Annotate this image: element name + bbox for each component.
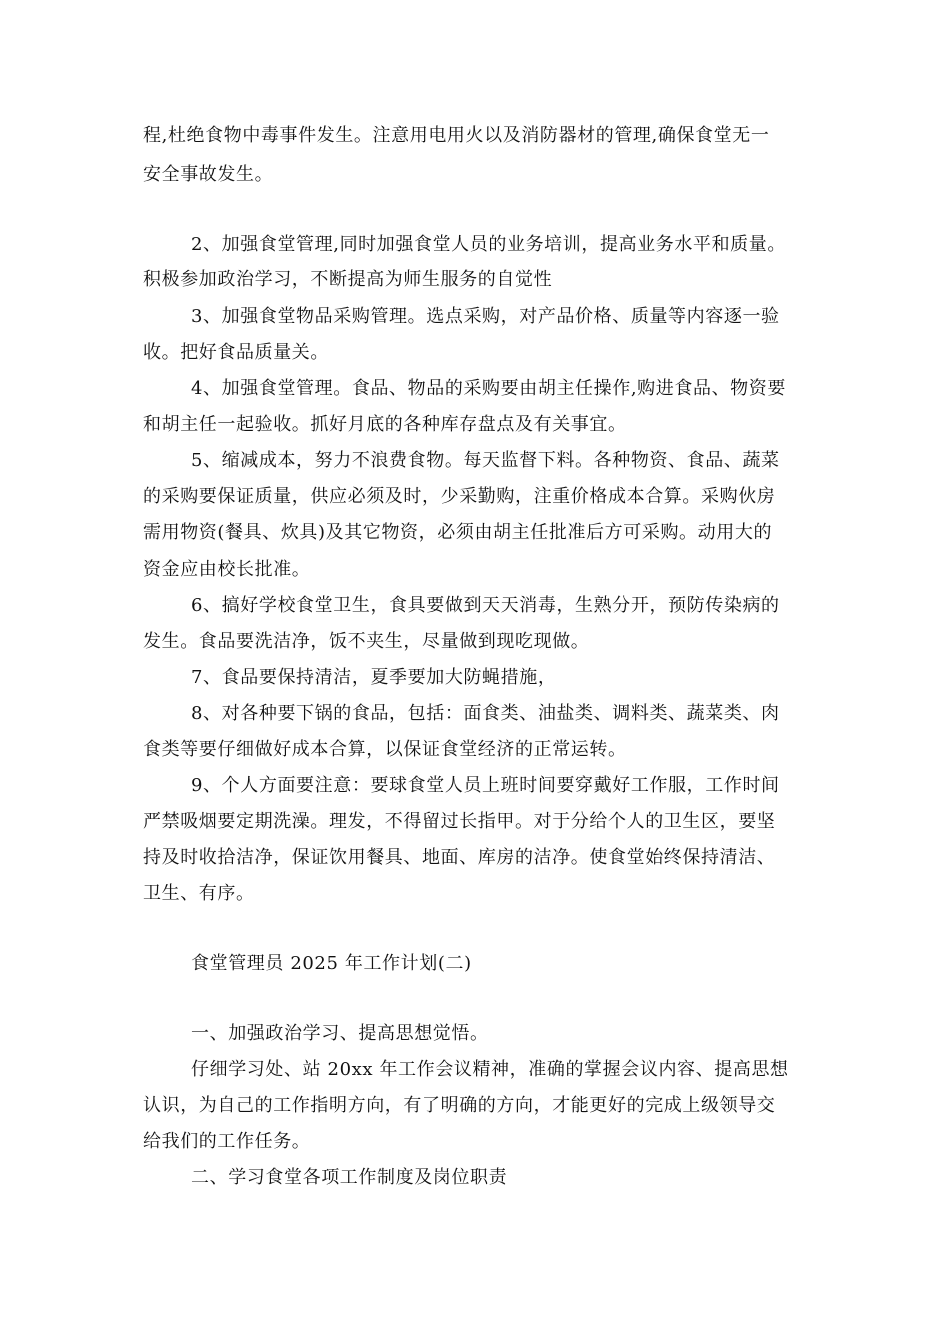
text-line: 资金应由校长批准。 (143, 559, 311, 580)
text-line: 二、学习食堂各项工作制度及岗位职责 (191, 1167, 508, 1188)
text-line: 持及时收拾洁净，保证饮用餐具、地面、库房的洁净。使食堂始终保持清洁、 (143, 847, 776, 868)
text-line: 2、加强食堂管理,同时加强食堂人员的业务培训，提高业务水平和质量。 (191, 234, 786, 255)
text-line: 积极参加政治学习，不断提高为师生服务的自觉性 (143, 269, 553, 290)
text-line: 5、缩减成本，努力不浪费食物。每天监督下料。各种物资、食品、蔬菜 (191, 450, 780, 471)
text-line: 9、个人方面要注意：要球食堂人员上班时间要穿戴好工作服，工作时间 (191, 775, 780, 796)
text-line: 一、加强政治学习、提高思想觉悟。 (191, 1023, 489, 1044)
text-line: 需用物资(餐具、炊具)及其它物资，必须由胡主任批准后方可采购。动用大的 (143, 522, 773, 543)
text-line: 食类等要仔细做好成本合算，以保证食堂经济的正常运转。 (143, 739, 627, 760)
text-line: 严禁吸烟要定期洗澡。理发，不得留过长指甲。对于分给个人的卫生区，要坚 (143, 811, 776, 832)
text-line: 3、加强食堂物品采购管理。选点采购，对产品价格、质量等内容逐一验 (191, 306, 780, 327)
text-line: 和胡主任一起验收。抓好月底的各种库存盘点及有关事宜。 (143, 414, 627, 435)
text-line: 7、食品要保持清洁，夏季要加大防蝇措施， (191, 667, 557, 688)
text-line: 仔细学习处、站 20xx 年工作会议精神，准确的掌握会议内容、提高思想 (191, 1059, 789, 1080)
text-line: 8、对各种要下锅的食品，包括：面食类、油盐类、调料类、蔬菜类、肉 (191, 703, 780, 724)
text-line: 4、加强食堂管理。食品、物品的采购要由胡主任操作,购进食品、物资要 (191, 378, 786, 399)
text-line: 卫生、有序。 (143, 883, 255, 904)
text-line: 程,杜绝食物中毒事件发生。注意用电用火以及消防器材的管理,确保食堂无一 (143, 125, 770, 146)
text-line: 认识，为自己的工作指明方向，有了明确的方向，才能更好的完成上级领导交 (143, 1095, 776, 1116)
text-line: 给我们的工作任务。 (143, 1131, 311, 1152)
text-line: 收。把好食品质量关。 (143, 342, 329, 363)
text-line: 6、搞好学校食堂卫生，食具要做到天天消毒，生熟分开，预防传染病的 (191, 595, 780, 616)
text-line: 发生。食品要洗洁净，饭不夹生，尽量做到现吃现做。 (143, 631, 590, 652)
text-line: 安全事故发生。 (143, 164, 274, 185)
section-title: 食堂管理员 2025 年工作计划(二) (191, 953, 472, 974)
text-line: 的采购要保证质量，供应必须及时，少采勤购，注重价格成本合算。采购伙房 (143, 486, 776, 507)
